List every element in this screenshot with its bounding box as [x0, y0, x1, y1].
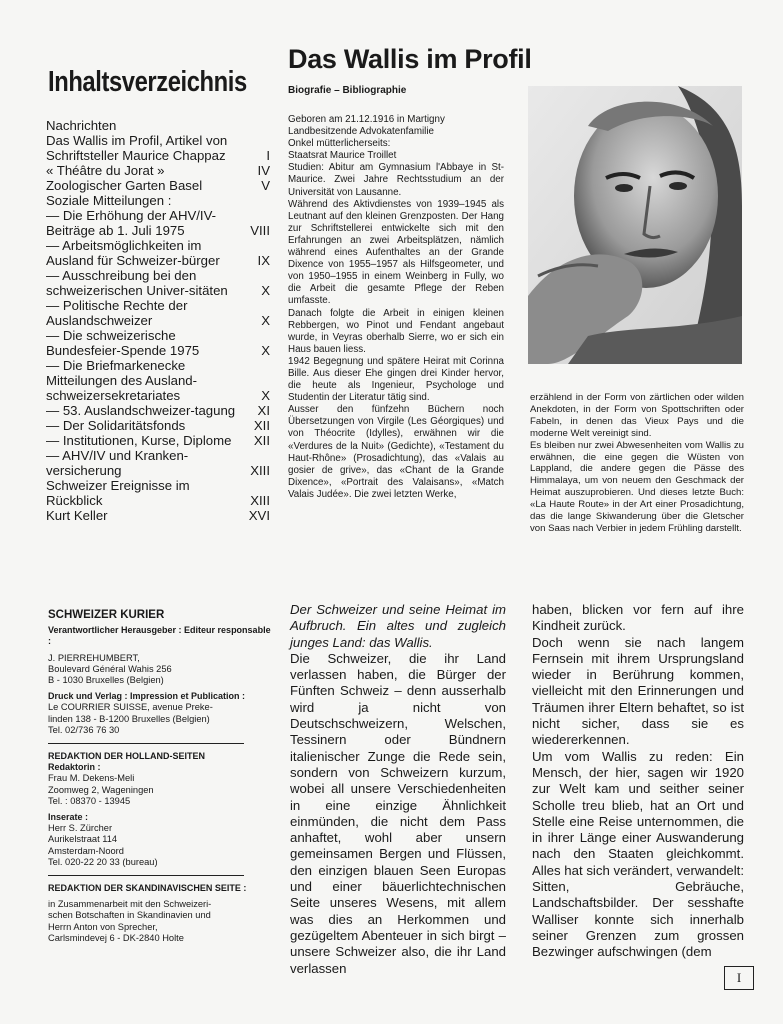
toc-entry-page: X [261, 388, 270, 403]
publisher-lines [48, 653, 272, 687]
article-para-3: Um vom Wallis zu reden: Ein Mensch, der hier, sagen wir 1920 zur Welt kam und seither seiner Scholle treu blieb, hat an Ort und Stelle eine Reise unternommen, die in ihrer Länge einer Auswanderung nach den Staaten gleichkommt. Alles hat sich verändert, verwandelt: Sitten, Gebräuche, Landschaftsbilder. Der sesshafte Walliser konnte sich innerhalb seiner Grenzen zum grossen Bezwinger aufschwingen (dem [532, 748, 744, 960]
essay-paragraph: erzählend in der Form von zärtlichen oder wilden Anekdoten, in der Form von Spottschriften oder Fabeln, in denen das Vieux Pays und die moderne Welt vereinigt sind. [530, 392, 744, 439]
holland-label: Redaktorin : [48, 762, 101, 773]
masthead-line: Frau M. Dekens-Meli [48, 773, 135, 784]
toc-entry-title: Schweizer Ereignisse im Rückblick [46, 478, 190, 508]
publisher-label: Verantwortlicher Herausgeber : Editeur responsable : [48, 625, 271, 647]
masthead-line: B - 1030 Bruxelles (Belgien) [48, 675, 164, 686]
bio-paragraph: 1942 Begegnung und spätere Heirat mit Corinna Bille. Aus dieser Ehe gingen drei Kinder hervor, die heute als Ingenieur, Psychologe und Studentin der Literatur tätig sind. [288, 355, 504, 404]
toc-row [46, 133, 270, 163]
masthead-line: Le COURRIER SUISSE, avenue Preke- [48, 702, 213, 713]
page-number: I [724, 966, 754, 990]
toc-entry-title: Soziale Mitteilungen : [46, 193, 172, 208]
toc-row [46, 358, 270, 403]
toc-row [46, 208, 270, 238]
toc-list [46, 118, 270, 523]
article-subtitle: Biografie – Bibliographie [288, 85, 407, 96]
masthead-line: Boulevard Général Wahis 256 [48, 663, 172, 674]
bio-paragraph: Während des Aktivdienstes von 1939–1945 als Leutnant auf den kleinen Grenzposten. Der Hang zur Schriftstellerei entwickelte sich mit den Erfahrungen an zwei Arbeitsplätzen, nämlich während eines Aufenthaltes an der Grande Dixence von 1955–1957 als Hilfsgeometer, und von 1950–1955 in einem Weinberg in Fully, wo die Arbeit die gesamte Pflege der Reben umfasste. [288, 198, 504, 307]
toc-entry-title: Nachrichten [46, 118, 117, 133]
toc-entry-page: IX [257, 253, 270, 268]
toc-row [46, 193, 270, 208]
masthead-line: linden 138 - B-1200 Bruxelles (Belgien) [48, 713, 210, 724]
toc-entry-page: XII [253, 433, 270, 448]
bio-paragraph: Staatsrat Maurice Troillet [288, 150, 397, 162]
toc-row [46, 118, 270, 133]
toc-entry-title: — Ausschreibung bei den schweizerischen Univer-sitäten [46, 268, 228, 298]
bio-paragraph: Landbesitzende Advokatenfamilie [288, 126, 434, 138]
article-para-2: Doch wenn sie nach langem Fernsein mit ihrem Ursprungsland wieder in Berührung kommen, vielleicht mit den Erinnerungen und Träumen ihrer Eltern behaftet, so ist nicht sicher, dass sie es wiedererkennen. [532, 634, 744, 748]
toc-row [46, 238, 270, 268]
toc-row [46, 268, 270, 298]
bio-paragraph: Onkel mütterlicherseits: [288, 138, 391, 150]
toc-entry-title: — Arbeitsmöglichkeiten im Ausland für Schweizer-bürger [46, 238, 220, 268]
article-intro: Der Schweizer und seine Heimat im Aufbruch. Ein altes und zugleich junges Land: das Wallis. [290, 602, 506, 650]
toc-entry-page: X [261, 283, 270, 298]
article-column-left [290, 602, 506, 977]
divider [48, 875, 244, 876]
toc-entry-title: Kurt Keller [46, 508, 108, 523]
masthead-line: in Zusammenarbeit mit den Schweizeri- [48, 899, 212, 910]
inserate-lines [48, 823, 272, 868]
toc-entry-title: Das Wallis im Profil, Artikel von Schriftsteller Maurice Chappaz [46, 133, 228, 163]
toc-entry-title: — Der Solidaritätsfonds [46, 418, 186, 433]
masthead-line: Aurikelstraat 114 [48, 834, 118, 845]
toc-entry-page: XIII [250, 493, 270, 508]
toc-entry-page: V [261, 178, 270, 193]
bio-paragraph: Danach folgte die Arbeit in einigen kleinen Rebbergen, wo Pinot und Fendant angebaut wurde, in Veyras oberhalb Sierre, wo er sich ein Haus bauen liess. [288, 307, 504, 355]
toc-entry-title: — Institutionen, Kurse, Diplome [46, 433, 232, 448]
toc-row [46, 178, 270, 193]
masthead-line: Zoomweg 2, Wageningen [48, 784, 154, 795]
toc-entry-title: Zoologischer Garten Basel [46, 178, 203, 193]
toc-row [46, 508, 270, 523]
toc-entry-title: — 53. Auslandschweizer-tagung [46, 403, 236, 418]
bio-paragraph: Ausser den fünfzehn Büchern noch Übersetzungen von Virgile (Les Géorgiques) und von Théocrite (Idylles), erwähnen wir die «Verdures de la Nuit» (Gedichte), «Testament du Haut-Rhône» (Prosadichtung), das «Valais au gosier de grive», das «Chant de la Grande Dixence», «Portrait des Valaisans», «Match Valais Judée». Die zwei letzten Werke, [288, 404, 504, 500]
toc-row [46, 163, 270, 178]
toc-entry-page: XIII [250, 463, 270, 478]
toc-entry-title: — Politische Rechte der Auslandschweizer [46, 298, 188, 328]
scandi-title: REDAKTION DER SKANDINAVISCHEN SEITE : [48, 883, 247, 894]
toc-entry-title: — Die Briefmarkenecke Mitteilungen des Ausland-schweizersekretariates [46, 358, 198, 403]
print-lines [48, 702, 272, 736]
toc-entry-title: — Die Erhöhung der AHV/IV-Beiträge ab 1. Juli 1975 [46, 208, 217, 238]
article-column-right [532, 602, 744, 961]
toc-row [46, 478, 270, 508]
toc-entry-page: XII [253, 418, 270, 433]
toc-row [46, 403, 270, 418]
masthead-line: Herr S. Zürcher [48, 823, 113, 834]
bio-paragraph: Geboren am 21.12.1916 in Martigny [288, 114, 445, 125]
toc-entry-page: IV [257, 163, 270, 178]
masthead-line: Tel. 020-22 20 33 (bureau) [48, 856, 158, 867]
article-body-left: Die Schweizer, die ihr Land verlassen haben, die Bürger der Fünften Schweiz – denn ausserhalb wird ja nicht von Deutschschweizern, Welschen, Tessinern oder Bündnern italienischer Zunge die Rede sein, sondern von Schweizern kurzum, wobei all unsere Verschiedenheiten in eine einzige Ähnlichkeit einmünden, die nicht dem Pass anhaftet, wohl aber unsern gemeinsamen Bergen und Flüssen, den einzigen blauen Seen Europas und einer bäuerlichtechnischen Seite unseres Wesens, mit allem was dies an Herkommen und gezügeltem Abenteuer in sich birgt – unsere Schweizer also, die ihr Land verlassen [290, 650, 506, 976]
masthead-line: schen Botschaften in Skandinavien und [48, 910, 211, 921]
toc-entry-page: X [261, 313, 270, 328]
bio-paragraph: Studien: Abitur am Gymnasium l'Abbaye in St-Maurice. Zwei Jahre Rechtsstudium an der Universität von Lausanne. [288, 162, 504, 198]
toc-row [46, 328, 270, 358]
masthead-line: Tel. 02/736 76 30 [48, 724, 120, 735]
essay-paragraph: Es bleiben nur zwei Abwesenheiten vom Wallis zu erwähnen, die eine gegen die Wüsten von Lappland, die andere gegen die Pässe des Himmalaya, um von neuem den Geschmack der Heimat auszuprobieren. Und dieses letzte Buch: «La Haute Route» in der Art einer Prosadichtung, das die lange Skiwanderung über die Gletscher von Saas nach Verbier in jedem Frühling darstellt. [530, 439, 744, 534]
masthead [48, 610, 272, 944]
toc-title: Inhaltsverzeichnis [48, 66, 247, 98]
masthead-line: Herrn Anton von Sprecher, [48, 921, 158, 932]
toc-row [46, 418, 270, 433]
article-para-1: haben, blicken vor fern auf ihre Kindheit zurück. [532, 602, 744, 634]
divider [48, 743, 244, 744]
toc-entry-title: — Die schweizerische Bundesfeier-Spende 1975 [46, 328, 200, 358]
toc-row [46, 448, 270, 478]
toc-entry-page: X [261, 343, 270, 358]
inserate-label: Inserate : [48, 812, 89, 823]
masthead-line: J. PIERREHUMBERT, [48, 652, 140, 663]
toc-row [46, 433, 270, 448]
portrait-photo [528, 86, 742, 364]
masthead-line: Tel. : 08370 - 13945 [48, 795, 131, 806]
toc-entry-page: I [266, 148, 270, 163]
masthead-line: Carlsmindevej 6 - DK-2840 Holte [48, 932, 184, 943]
article-title: Das Wallis im Profil [288, 44, 532, 74]
holland-title: REDAKTION DER HOLLAND-SEITEN [48, 751, 205, 762]
toc-entry-page: XVI [248, 508, 270, 523]
toc-entry-page: VIII [250, 223, 270, 238]
toc-entry-title: — AHV/IV und Kranken-versicherung [46, 448, 189, 478]
toc-entry-title: « Théâtre du Jorat » [46, 163, 165, 178]
scandi-lines [48, 899, 272, 944]
essay-text [530, 392, 744, 535]
toc-entry-page: XI [257, 403, 270, 418]
toc-row [46, 298, 270, 328]
holland-lines [48, 773, 272, 807]
biography-text [288, 114, 504, 501]
print-label: Druck und Verlag : Impression et Publication : [48, 691, 246, 702]
masthead-line: Amsterdam-Noord [48, 845, 124, 856]
masthead-title: SCHWEIZER KURIER [48, 609, 165, 621]
